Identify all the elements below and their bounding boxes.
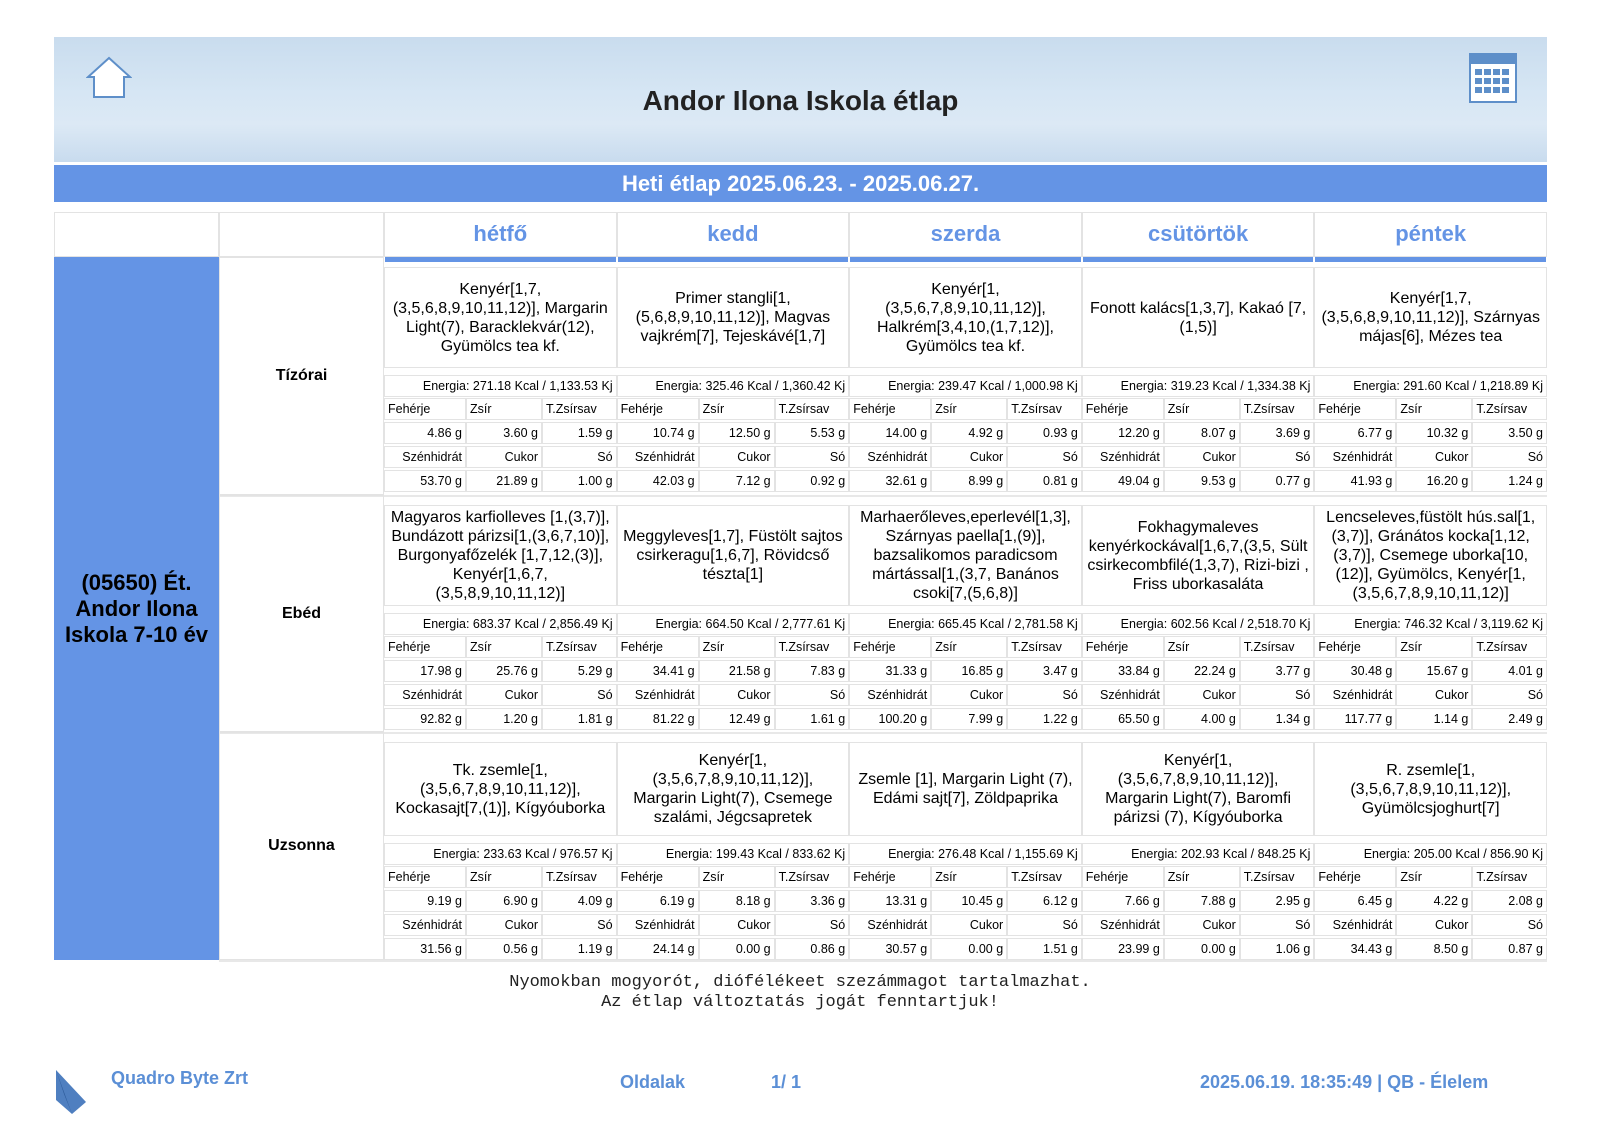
energy-cell: Energia: 665.45 Kcal / 2,781.58 Kj [849, 613, 1082, 635]
value-salt: 2.49 g [1472, 708, 1547, 730]
value-salt: 1.51 g [1007, 938, 1082, 960]
label-fat: Zsír [699, 398, 775, 420]
dish-cell: Primer stangli[1,(5,6,8,9,10,11,12)], Magvas vajkrém[7], Tejeskávé[1,7] [617, 267, 850, 368]
dish-cell: R. zsemle[1,(3,5,6,7,8,9,10,11,12)], Gyümölcsjoghurt[7] [1314, 742, 1547, 836]
label-carb: Szénhidrát [617, 446, 699, 468]
value-sat-fat: 4.09 g [542, 890, 617, 912]
day-header-0: hétfő [384, 212, 617, 257]
label-sugar: Cukor [931, 446, 1007, 468]
label-carb: Szénhidrát [384, 914, 466, 936]
meal-label-0: Tízórai [219, 257, 384, 495]
dish-cell: Fonott kalács[1,3,7], Kakaó [7,(1,5)] [1082, 267, 1315, 368]
value-salt: 0.81 g [1007, 470, 1082, 492]
label-fat: Zsír [931, 636, 1007, 658]
label-salt: Só [542, 446, 617, 468]
dish-cell: Kenyér[1,7,(3,5,6,8,9,10,11,12)], Szárnyas májas[6], Mézes tea [1314, 267, 1547, 368]
company-logo-icon [54, 1068, 88, 1116]
energy-cell: Energia: 746.32 Kcal / 3,119.62 Kj [1314, 613, 1547, 635]
label-carb: Szénhidrát [1314, 446, 1396, 468]
value-protein: 14.00 g [849, 422, 931, 444]
label-salt: Só [1240, 446, 1315, 468]
label-salt: Só [775, 446, 850, 468]
meal-label-2: Uzsonna [219, 732, 384, 960]
label-carb: Szénhidrát [1314, 684, 1396, 706]
value-sugar: 12.49 g [699, 708, 775, 730]
value-sugar: 8.50 g [1396, 938, 1472, 960]
label-salt: Só [1007, 446, 1082, 468]
label-protein: Fehérje [1082, 398, 1164, 420]
label-protein: Fehérje [1082, 636, 1164, 658]
value-carb: 53.70 g [384, 470, 466, 492]
value-sugar: 8.99 g [931, 470, 1007, 492]
value-fat: 8.07 g [1164, 422, 1240, 444]
value-carb: 41.93 g [1314, 470, 1396, 492]
energy-cell: Energia: 319.23 Kcal / 1,334.38 Kj [1082, 375, 1315, 397]
label-fat: Zsír [1164, 398, 1240, 420]
energy-cell: Energia: 325.46 Kcal / 1,360.42 Kj [617, 375, 850, 397]
label-fat: Zsír [1164, 866, 1240, 888]
label-carb: Szénhidrát [384, 446, 466, 468]
value-salt: 1.81 g [542, 708, 617, 730]
label-fat: Zsír [699, 866, 775, 888]
value-fat: 12.50 g [699, 422, 775, 444]
label-sugar: Cukor [699, 684, 775, 706]
label-fat: Zsír [931, 866, 1007, 888]
value-sugar: 21.89 g [466, 470, 542, 492]
value-fat: 10.32 g [1396, 422, 1472, 444]
value-sat-fat: 3.50 g [1472, 422, 1547, 444]
footer-timestamp: 2025.06.19. 18:35:49 | QB - Élelem [1200, 1072, 1489, 1092]
value-salt: 0.77 g [1240, 470, 1315, 492]
label-carb: Szénhidrát [384, 684, 466, 706]
value-protein: 6.45 g [1314, 890, 1396, 912]
label-sugar: Cukor [699, 446, 775, 468]
energy-cell: Energia: 202.93 Kcal / 848.25 Kj [1082, 843, 1315, 865]
value-salt: 1.34 g [1240, 708, 1315, 730]
dish-cell: Marhaerőleves,eperlevél[1,3], Szárnyas paella[1,(9)], bazsalikomos paradicsom mártással[1,(3,7, Banános csoki[7,(5,6,8)] [849, 505, 1082, 606]
energy-cell: Energia: 664.50 Kcal / 2,777.61 Kj [617, 613, 850, 635]
energy-cell: Energia: 199.43 Kcal / 833.62 Kj [617, 843, 850, 865]
label-fat: Zsír [466, 636, 542, 658]
day-header-3: csütörtök [1082, 212, 1315, 257]
dish-cell: Meggyleves[1,7], Füstölt sajtos csirkeragu[1,6,7], Rövidcső tészta[1] [617, 505, 850, 606]
value-sat-fat: 3.69 g [1240, 422, 1315, 444]
value-sugar: 16.20 g [1396, 470, 1472, 492]
value-salt: 0.86 g [775, 938, 850, 960]
label-fat: Zsír [699, 636, 775, 658]
label-carb: Szénhidrát [1082, 446, 1164, 468]
label-salt: Só [1472, 684, 1547, 706]
value-sat-fat: 3.36 g [775, 890, 850, 912]
label-protein: Fehérje [849, 636, 931, 658]
value-carb: 23.99 g [1082, 938, 1164, 960]
value-carb: 81.22 g [617, 708, 699, 730]
dish-cell: Fokhagymaleves kenyérkockával[1,6,7,(3,5, Sült csirkecombfilé(1,3,7), Rizi-bizi , Friss uborkasaláta [1082, 505, 1315, 606]
value-sugar: 7.99 g [931, 708, 1007, 730]
value-salt: 1.61 g [775, 708, 850, 730]
value-carb: 65.50 g [1082, 708, 1164, 730]
label-sugar: Cukor [1164, 446, 1240, 468]
value-sat-fat: 2.08 g [1472, 890, 1547, 912]
energy-cell: Energia: 683.37 Kcal / 2,856.49 Kj [384, 613, 617, 635]
value-protein: 13.31 g [849, 890, 931, 912]
value-sat-fat: 2.95 g [1240, 890, 1315, 912]
label-carb: Szénhidrát [1082, 684, 1164, 706]
value-fat: 4.22 g [1396, 890, 1472, 912]
value-fat: 8.18 g [699, 890, 775, 912]
label-sat-fat: T.Zsírsav [542, 866, 617, 888]
label-sat-fat: T.Zsírsav [1472, 398, 1547, 420]
label-carb: Szénhidrát [1314, 914, 1396, 936]
value-carb: 34.43 g [1314, 938, 1396, 960]
label-fat: Zsír [1396, 636, 1472, 658]
value-carb: 49.04 g [1082, 470, 1164, 492]
corner-cell [219, 212, 384, 257]
label-protein: Fehérje [849, 866, 931, 888]
label-salt: Só [542, 684, 617, 706]
label-salt: Só [1472, 914, 1547, 936]
meal-separator [219, 732, 1547, 734]
label-fat: Zsír [466, 398, 542, 420]
value-carb: 30.57 g [849, 938, 931, 960]
value-carb: 92.82 g [384, 708, 466, 730]
label-salt: Só [1007, 914, 1082, 936]
label-protein: Fehérje [617, 636, 699, 658]
label-salt: Só [542, 914, 617, 936]
value-sat-fat: 5.29 g [542, 660, 617, 682]
value-salt: 1.22 g [1007, 708, 1082, 730]
label-carb: Szénhidrát [849, 914, 931, 936]
dish-cell: Kenyér[1,(3,5,6,7,8,9,10,11,12)], Halkrém[3,4,10,(1,7,12)], Gyümölcs tea kf. [849, 267, 1082, 368]
label-salt: Só [1472, 446, 1547, 468]
label-salt: Só [1240, 684, 1315, 706]
value-carb: 117.77 g [1314, 708, 1396, 730]
label-protein: Fehérje [849, 398, 931, 420]
value-sat-fat: 3.47 g [1007, 660, 1082, 682]
dish-cell: Kenyér[1,(3,5,6,7,8,9,10,11,12)], Margarin Light(7), Baromfi párizsi (7), Kígyóuborka [1082, 742, 1315, 836]
label-fat: Zsír [1396, 866, 1472, 888]
value-fat: 15.67 g [1396, 660, 1472, 682]
value-carb: 32.61 g [849, 470, 931, 492]
week-range-bar: Heti étlap 2025.06.23. - 2025.06.27. [54, 165, 1547, 202]
value-protein: 6.77 g [1314, 422, 1396, 444]
label-sugar: Cukor [931, 684, 1007, 706]
label-sugar: Cukor [1396, 914, 1472, 936]
meal-separator [219, 495, 1547, 497]
label-sat-fat: T.Zsírsav [775, 398, 850, 420]
dish-cell: Magyaros karfiolleves [1,(3,7)], Bundázott párizsi[1,(3,6,7,10)], Burgonyafőzelék [1,7,12,(3)], Kenyér[1,6,7,(3,5,8,9,10,11,12)] [384, 505, 617, 606]
value-protein: 7.66 g [1082, 890, 1164, 912]
school-label-text: (05650) Ét. Andor Ilona Iskola 7-10 év [64, 569, 209, 647]
label-carb: Szénhidrát [617, 684, 699, 706]
value-sugar: 1.14 g [1396, 708, 1472, 730]
dish-cell: Lencseleves,füstölt hús.sal[1,(3,7)], Gránátos kocka[1,12,(3,7)], Csemege uborka[10,(12)], Gyümölcs, Kenyér[1,(3,5,6,7,8,9,10,11,12)] [1314, 505, 1547, 606]
value-sat-fat: 7.83 g [775, 660, 850, 682]
value-sugar: 9.53 g [1164, 470, 1240, 492]
meal-label-1: Ebéd [219, 495, 384, 732]
value-salt: 0.87 g [1472, 938, 1547, 960]
value-salt: 1.06 g [1240, 938, 1315, 960]
value-sugar: 1.20 g [466, 708, 542, 730]
dish-cell: Kenyér[1,(3,5,6,7,8,9,10,11,12)], Margarin Light(7), Csemege szalámi, Jégcsapretek [617, 742, 850, 836]
energy-cell: Energia: 291.60 Kcal / 1,218.89 Kj [1314, 375, 1547, 397]
label-sat-fat: T.Zsírsav [1240, 398, 1315, 420]
value-sat-fat: 5.53 g [775, 422, 850, 444]
label-sugar: Cukor [931, 914, 1007, 936]
label-salt: Só [775, 914, 850, 936]
energy-cell: Energia: 205.00 Kcal / 856.90 Kj [1314, 843, 1547, 865]
label-protein: Fehérje [1314, 398, 1396, 420]
label-sugar: Cukor [466, 914, 542, 936]
value-fat: 4.92 g [931, 422, 1007, 444]
label-protein: Fehérje [617, 398, 699, 420]
label-fat: Zsír [466, 866, 542, 888]
value-sugar: 0.00 g [931, 938, 1007, 960]
label-sugar: Cukor [1396, 446, 1472, 468]
value-sugar: 4.00 g [1164, 708, 1240, 730]
day-header-1: kedd [617, 212, 850, 257]
label-sat-fat: T.Zsírsav [1472, 866, 1547, 888]
label-protein: Fehérje [384, 866, 466, 888]
label-protein: Fehérje [1082, 866, 1164, 888]
value-fat: 25.76 g [466, 660, 542, 682]
label-sugar: Cukor [1164, 684, 1240, 706]
label-sugar: Cukor [1396, 684, 1472, 706]
label-carb: Szénhidrát [1082, 914, 1164, 936]
label-fat: Zsír [1164, 636, 1240, 658]
label-carb: Szénhidrát [849, 446, 931, 468]
note-changes: Az étlap változtatás jogát fenntartjuk! [601, 993, 999, 1012]
value-sat-fat: 4.01 g [1472, 660, 1547, 682]
label-sugar: Cukor [699, 914, 775, 936]
value-sat-fat: 6.12 g [1007, 890, 1082, 912]
label-sat-fat: T.Zsírsav [542, 398, 617, 420]
value-protein: 9.19 g [384, 890, 466, 912]
label-protein: Fehérje [617, 866, 699, 888]
value-fat: 22.24 g [1164, 660, 1240, 682]
notes [0, 973, 1600, 1013]
value-fat: 21.58 g [699, 660, 775, 682]
label-sat-fat: T.Zsírsav [1007, 866, 1082, 888]
value-protein: 33.84 g [1082, 660, 1164, 682]
label-sat-fat: T.Zsírsav [775, 636, 850, 658]
value-protein: 34.41 g [617, 660, 699, 682]
value-sugar: 0.00 g [1164, 938, 1240, 960]
page-title: Andor Ilona Iskola étlap [642, 85, 959, 116]
footer-company: Quadro Byte Zrt [111, 1068, 249, 1088]
value-sat-fat: 0.93 g [1007, 422, 1082, 444]
school-label [54, 257, 219, 960]
dish-cell: Kenyér[1,7,(3,5,6,8,9,10,11,12)], Margarin Light(7), Baracklekvár(12), Gyümölcs tea kf. [384, 267, 617, 368]
label-sat-fat: T.Zsírsav [1007, 636, 1082, 658]
label-fat: Zsír [1396, 398, 1472, 420]
value-carb: 31.56 g [384, 938, 466, 960]
value-fat: 6.90 g [466, 890, 542, 912]
label-sat-fat: T.Zsírsav [1472, 636, 1547, 658]
value-salt: 1.24 g [1472, 470, 1547, 492]
energy-cell: Energia: 233.63 Kcal / 976.57 Kj [384, 843, 617, 865]
value-carb: 24.14 g [617, 938, 699, 960]
value-sugar: 0.56 g [466, 938, 542, 960]
energy-cell: Energia: 239.47 Kcal / 1,000.98 Kj [849, 375, 1082, 397]
label-protein: Fehérje [384, 636, 466, 658]
value-salt: 1.00 g [542, 470, 617, 492]
value-protein: 31.33 g [849, 660, 931, 682]
value-sugar: 7.12 g [699, 470, 775, 492]
day-header-2: szerda [849, 212, 1082, 257]
label-salt: Só [775, 684, 850, 706]
value-fat: 3.60 g [466, 422, 542, 444]
dish-cell: Zsemle [1], Margarin Light (7), Edámi sajt[7], Zöldpaprika [849, 742, 1082, 836]
label-carb: Szénhidrát [617, 914, 699, 936]
dish-cell: Tk. zsemle[1,(3,5,6,7,8,9,10,11,12)], Kockasajt[7,(1)], Kígyóuborka [384, 742, 617, 836]
label-salt: Só [1240, 914, 1315, 936]
footer-pages-label: Oldalak [620, 1072, 686, 1092]
calendar-icon[interactable] [1469, 53, 1517, 103]
value-sat-fat: 3.77 g [1240, 660, 1315, 682]
day-header-4: péntek [1314, 212, 1547, 257]
label-sat-fat: T.Zsírsav [1240, 636, 1315, 658]
label-sat-fat: T.Zsírsav [542, 636, 617, 658]
label-protein: Fehérje [1314, 636, 1396, 658]
value-sugar: 0.00 g [699, 938, 775, 960]
energy-cell: Energia: 276.48 Kcal / 1,155.69 Kj [849, 843, 1082, 865]
value-protein: 6.19 g [617, 890, 699, 912]
label-salt: Só [1007, 684, 1082, 706]
energy-cell: Energia: 602.56 Kcal / 2,518.70 Kj [1082, 613, 1315, 635]
value-protein: 30.48 g [1314, 660, 1396, 682]
menu-grid [54, 212, 1547, 960]
note-allergen: Nyomokban mogyorót, diófélékeet szezámmagot tartalmazhat. [509, 973, 1091, 992]
label-sugar: Cukor [466, 446, 542, 468]
label-sat-fat: T.Zsírsav [1240, 866, 1315, 888]
label-sat-fat: T.Zsírsav [1007, 398, 1082, 420]
label-carb: Szénhidrát [849, 684, 931, 706]
value-salt: 0.92 g [775, 470, 850, 492]
value-carb: 100.20 g [849, 708, 931, 730]
corner-cell [54, 212, 219, 257]
label-sugar: Cukor [1164, 914, 1240, 936]
value-protein: 12.20 g [1082, 422, 1164, 444]
energy-cell: Energia: 271.18 Kcal / 1,133.53 Kj [384, 375, 617, 397]
value-fat: 16.85 g [931, 660, 1007, 682]
page-header [54, 37, 1547, 162]
value-sat-fat: 1.59 g [542, 422, 617, 444]
value-protein: 4.86 g [384, 422, 466, 444]
value-protein: 10.74 g [617, 422, 699, 444]
label-protein: Fehérje [384, 398, 466, 420]
label-sat-fat: T.Zsírsav [775, 866, 850, 888]
value-salt: 1.19 g [542, 938, 617, 960]
value-fat: 10.45 g [931, 890, 1007, 912]
label-sugar: Cukor [466, 684, 542, 706]
footer-pages-value: 1/ 1 [771, 1072, 802, 1092]
label-protein: Fehérje [1314, 866, 1396, 888]
label-fat: Zsír [931, 398, 1007, 420]
value-protein: 17.98 g [384, 660, 466, 682]
value-fat: 7.88 g [1164, 890, 1240, 912]
meal-separator [219, 960, 1547, 962]
value-carb: 42.03 g [617, 470, 699, 492]
